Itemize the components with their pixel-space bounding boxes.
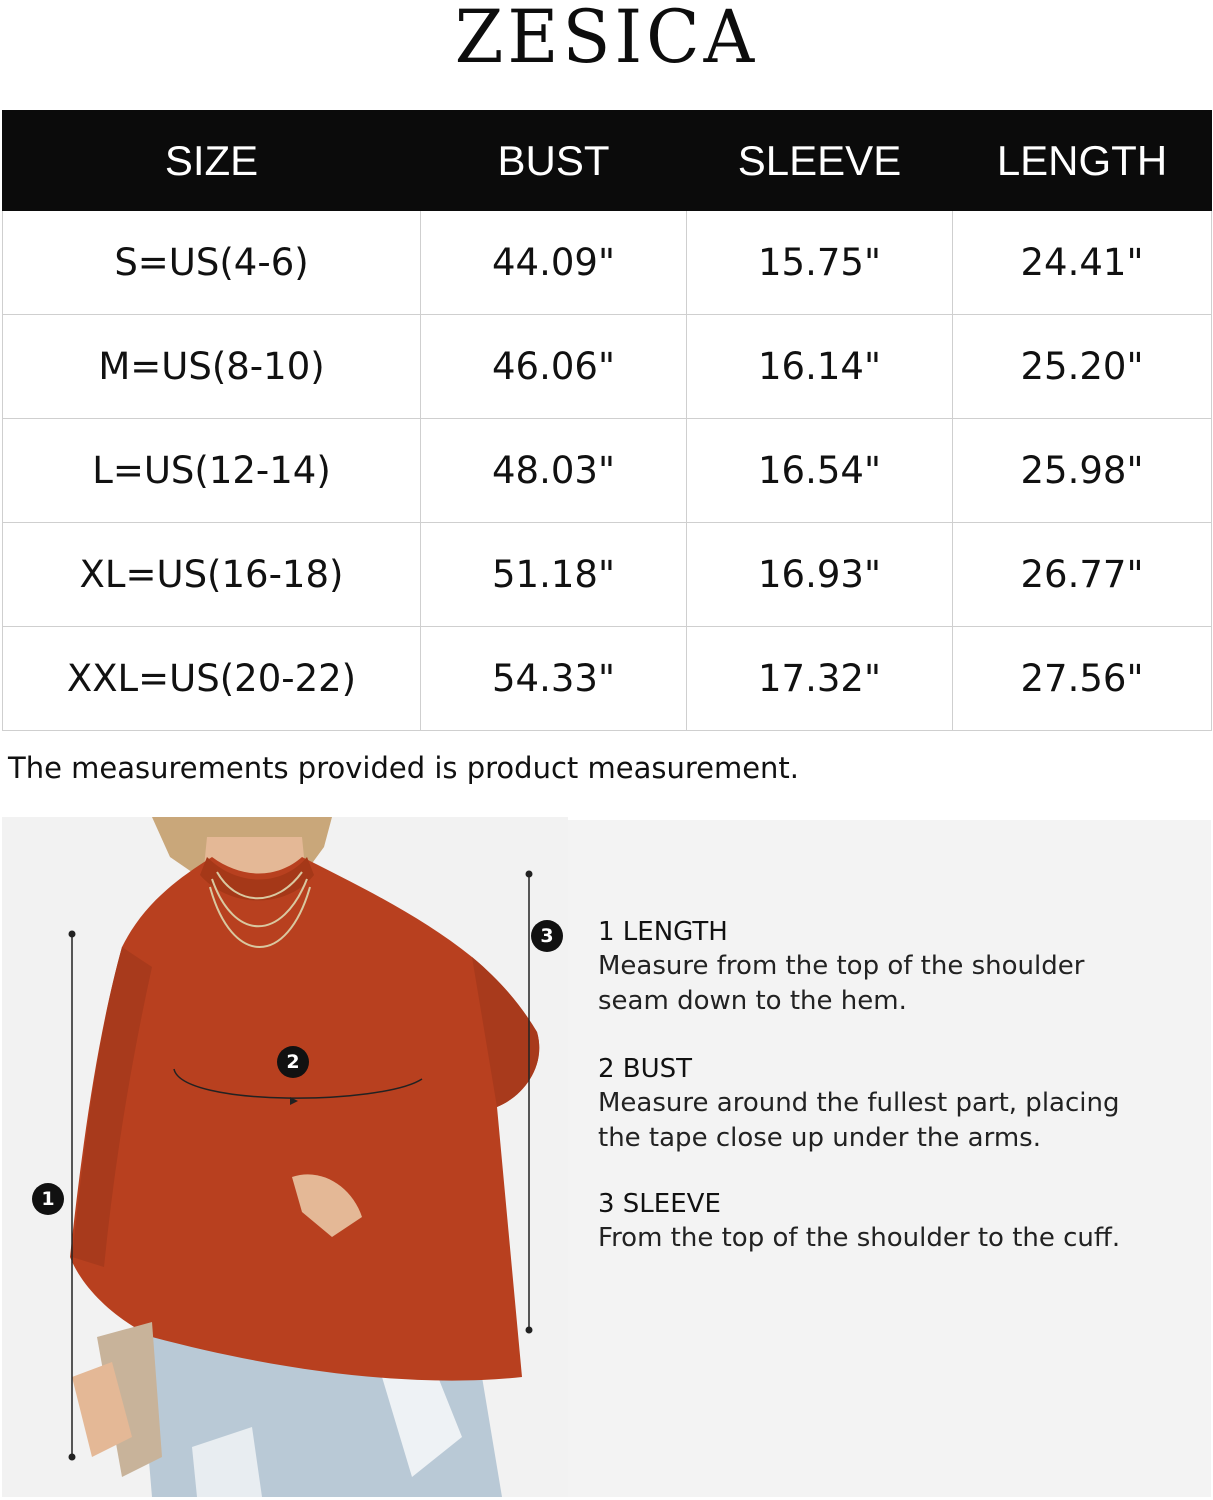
table-row xyxy=(3,315,1212,419)
header-bust: BUST xyxy=(421,111,687,211)
guide-sleeve-desc: From the top of the shoulder to the cuff. xyxy=(598,1223,1121,1253)
cell-bust: 46.06" xyxy=(421,315,687,419)
table-row xyxy=(3,523,1212,627)
cell-length: 26.77" xyxy=(953,523,1212,627)
table-row xyxy=(3,419,1212,523)
guide-bust xyxy=(598,1052,1119,1156)
table-row xyxy=(3,627,1212,731)
cell-sleeve: 16.14" xyxy=(687,315,953,419)
table-header-row xyxy=(3,111,1212,211)
cell-bust: 51.18" xyxy=(421,523,687,627)
cell-bust: 44.09" xyxy=(421,211,687,315)
cell-length: 25.98" xyxy=(953,419,1212,523)
cell-bust: 48.03" xyxy=(421,419,687,523)
guide-length-desc: seam down to the hem. xyxy=(598,986,907,1016)
header-length: LENGTH xyxy=(953,111,1212,211)
cell-size: S=US(4-6) xyxy=(3,211,421,315)
table-row xyxy=(3,211,1212,315)
guide-length xyxy=(598,915,1084,1019)
cell-bust: 54.33" xyxy=(421,627,687,731)
measurement-guide xyxy=(568,820,1211,1497)
brand-logo: ZESICA xyxy=(454,0,759,80)
marker-3-icon: 3 xyxy=(531,920,563,952)
cell-size: M=US(8-10) xyxy=(3,315,421,419)
cell-length: 25.20" xyxy=(953,315,1212,419)
header-size: SIZE xyxy=(3,111,421,211)
cell-size: L=US(12-14) xyxy=(3,419,421,523)
cell-size: XXL=US(20-22) xyxy=(3,627,421,731)
marker-1-icon: 1 xyxy=(32,1183,64,1215)
guide-bust-desc: the tape close up under the arms. xyxy=(598,1123,1041,1153)
guide-length-title: 1 LENGTH xyxy=(598,917,728,947)
marker-2-icon: 2 xyxy=(277,1046,309,1078)
size-chart-table xyxy=(2,110,1212,731)
model-photo xyxy=(2,817,568,1497)
guide-length-desc: Measure from the top of the shoulder xyxy=(598,951,1085,981)
guide-sleeve-title: 3 SLEEVE xyxy=(598,1189,721,1219)
guide-sleeve xyxy=(598,1187,1120,1256)
cell-sleeve: 15.75" xyxy=(687,211,953,315)
cell-sleeve: 16.93" xyxy=(687,523,953,627)
sweater-illustration xyxy=(2,817,568,1497)
measurement-note: The measurements provided is product measurement. xyxy=(8,751,800,785)
cell-length: 27.56" xyxy=(953,627,1212,731)
guide-bust-title: 2 BUST xyxy=(598,1054,693,1084)
header-sleeve: SLEEVE xyxy=(687,111,953,211)
cell-sleeve: 16.54" xyxy=(687,419,953,523)
guide-bust-desc: Measure around the fullest part, placing xyxy=(598,1088,1120,1118)
cell-size: XL=US(16-18) xyxy=(3,523,421,627)
cell-length: 24.41" xyxy=(953,211,1212,315)
cell-sleeve: 17.32" xyxy=(687,627,953,731)
